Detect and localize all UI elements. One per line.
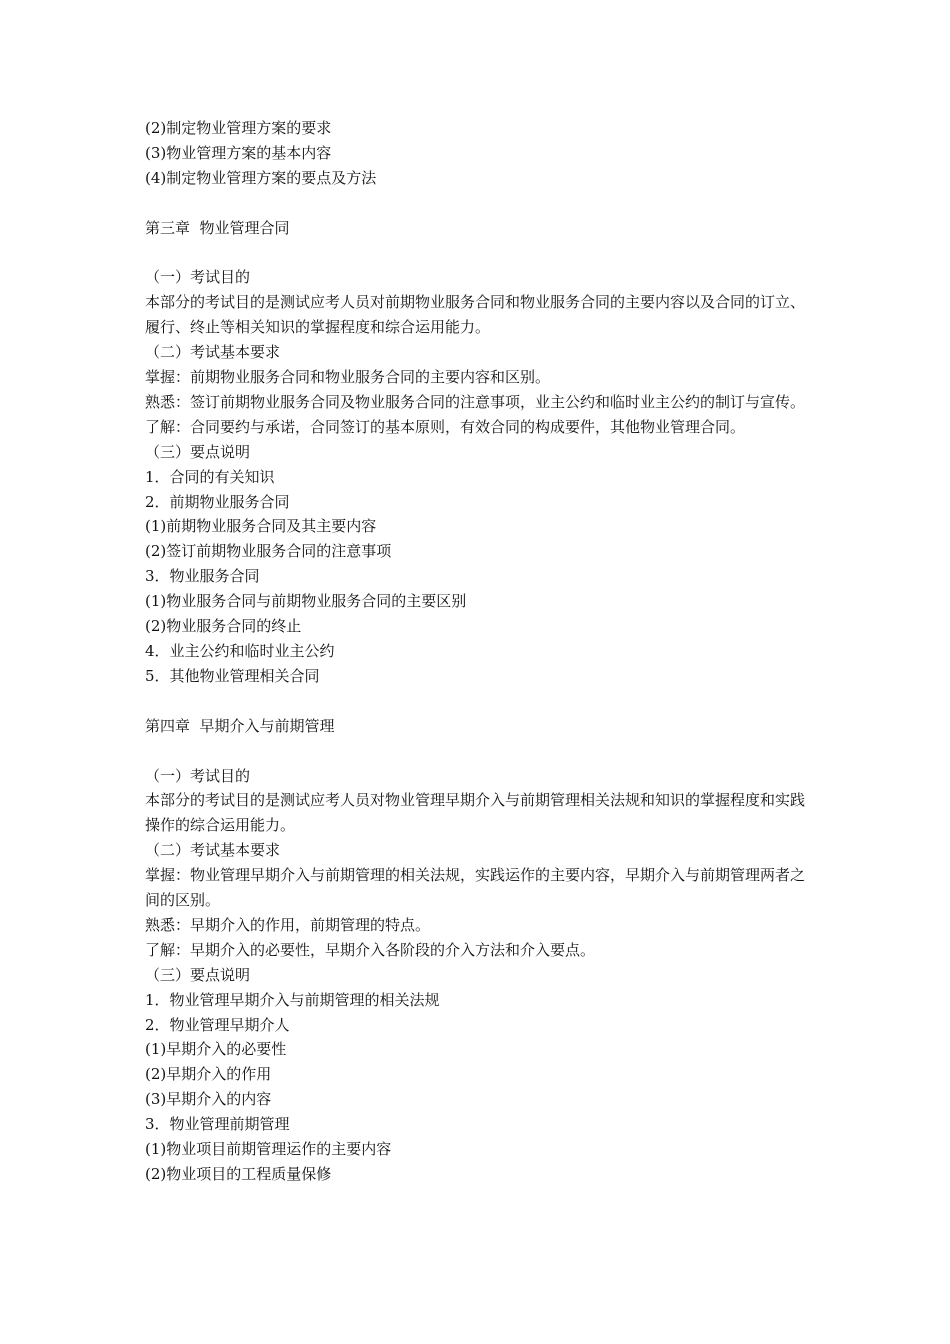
chapter-3 (145, 216, 815, 689)
spacer (145, 739, 815, 764)
exam-purpose-text: 本部分的考试目的是测试应考人员对前期物业服务合同和物业服务合同的主要内容以及合同的订立、履行、终止等相关知识的掌握程度和综合运用能力。 (145, 293, 806, 337)
list-item: (1)物业项目前期管理运作的主要内容 (145, 1140, 392, 1159)
list-item: (2)物业服务合同的终止 (145, 617, 302, 636)
list-item: 1．合同的有关知识 (145, 467, 275, 486)
list-item: 2．前期物业服务合同 (145, 492, 290, 511)
list-item: 4．业主公约和临时业主公约 (145, 642, 335, 660)
exam-requirements-heading: （二）考试基本要求 (145, 343, 281, 362)
exam-requirements-heading: （二）考试基本要求 (145, 841, 281, 860)
exam-purpose-heading: （一）考试目的 (145, 766, 251, 785)
chapter-4 (145, 714, 815, 1187)
requirement-familiar: 熟悉：签订前期物业服务合同及物业服务合同的注意事项，业主公约和临时业主公约的制订与宣传。 (145, 392, 806, 411)
list-item: (1)物业服务合同与前期物业服务合同的主要区别 (145, 592, 467, 611)
list-item: (4)制定物业管理方案的要点及方法 (145, 168, 377, 187)
requirement-master: 掌握：前期物业服务合同和物业服务合同的主要内容和区别。 (145, 368, 551, 387)
key-points-heading: （三）要点说明 (145, 965, 251, 984)
document-page (145, 116, 815, 1187)
list-item: (1)早期介入的必要性 (145, 1040, 287, 1059)
requirement-understand: 了解：早期介入的必要性，早期介入各阶段的介入方法和介入要点。 (145, 940, 596, 959)
list-item: (3)早期介入的内容 (145, 1090, 272, 1109)
list-item: 5．其他物业管理相关合同 (145, 666, 320, 685)
list-item: 3．物业服务合同 (145, 567, 260, 586)
exam-purpose-text: 本部分的考试目的是测试应考人员对物业管理早期介入与前期管理相关法规和知识的掌握程度和实践操作的综合运用能力。 (145, 791, 806, 835)
key-points-heading: （三）要点说明 (145, 442, 251, 461)
requirement-understand: 了解：合同要约与承诺，合同签订的基本原则，有效合同的构成要件，其他物业管理合同。 (145, 417, 746, 436)
requirement-master: 掌握：物业管理早期介入与前期管理的相关法规，实践运作的主要内容，早期介入与前期管理两者之间的区别。 (145, 866, 806, 910)
list-item: 2．物业管理早期介人 (145, 1015, 290, 1034)
spacer (145, 689, 815, 714)
list-item: (2)制定物业管理方案的要求 (145, 119, 332, 137)
list-item: (2)签订前期物业服务合同的注意事项 (145, 542, 392, 561)
requirement-familiar: 熟悉：早期介入的作用，前期管理的特点。 (145, 915, 431, 934)
list-item: (3)物业管理方案的基本内容 (145, 143, 332, 162)
list-item: 3．物业管理前期管理 (145, 1115, 290, 1134)
list-item: (2)物业项目的工程质量保修 (145, 1165, 332, 1183)
exam-purpose-heading: （一）考试目的 (145, 268, 251, 287)
chapter-title: 第四章 早期介入与前期管理 (145, 716, 335, 735)
previous-section-items (145, 116, 815, 191)
spacer (145, 241, 815, 266)
chapter-title: 第三章 物业管理合同 (145, 218, 290, 237)
list-item: (1)前期物业服务合同及其主要内容 (145, 517, 377, 536)
list-item: 1．物业管理早期介入与前期管理的相关法规 (145, 990, 440, 1009)
spacer (145, 191, 815, 216)
list-item: (2)早期介入的作用 (145, 1065, 272, 1084)
